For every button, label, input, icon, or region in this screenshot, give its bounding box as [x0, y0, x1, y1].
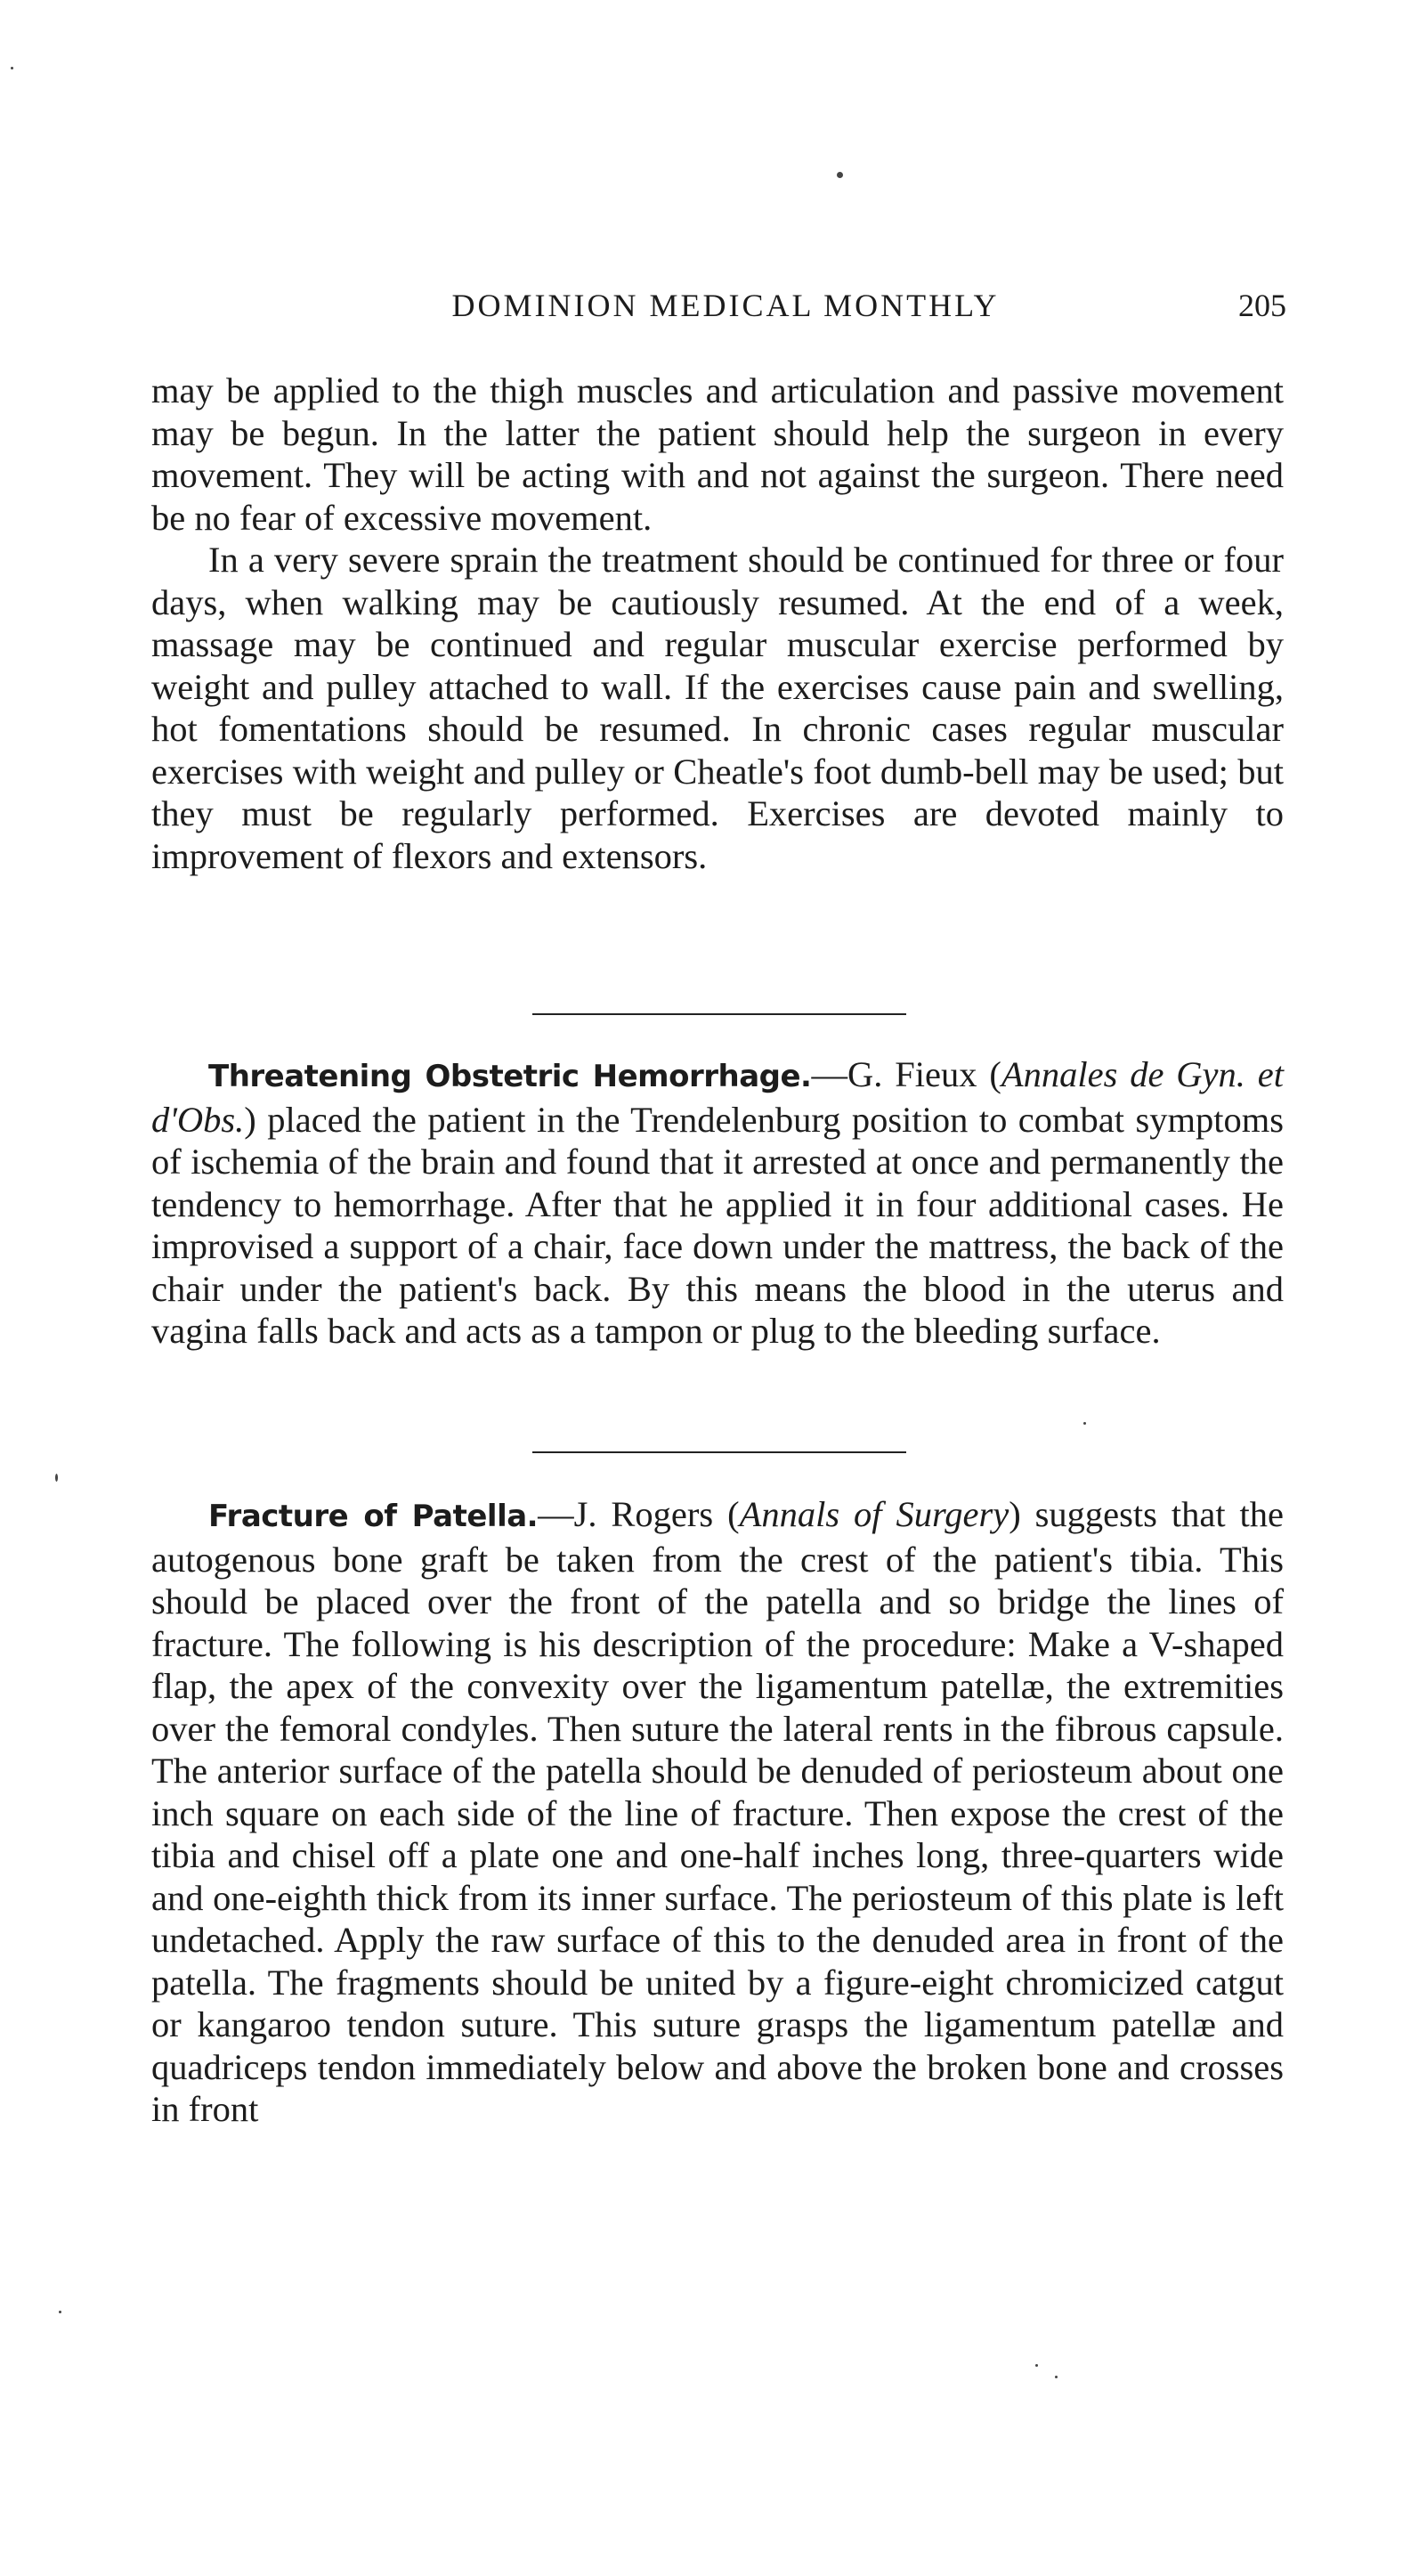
article-body: placed the patient in the Trendelenburg position to combat symptoms of ischemia of the brain and found that it arrested at once and permanently the tendency to hemorrhage. After that he applied it in four additional cases. He improvised a support of a chair, face down under the mattress, the back of the chair under the patient's back. By this means the blood in the uterus and vagina falls back and acts as a tampon or plug to the bleeding surface.: [151, 1099, 1284, 1351]
article-obstetric-hemorrhage: [151, 1053, 1284, 1353]
page-number: 205: [1238, 288, 1286, 323]
journal-citation: Annals of Surgery: [739, 1494, 1009, 1534]
citation-close-paren: ): [1009, 1494, 1021, 1534]
section-divider: [532, 1013, 906, 1015]
article-author: G. Fieux: [847, 1054, 990, 1094]
citation-open-paren: (: [989, 1054, 1001, 1094]
article-author: J. Rogers: [573, 1494, 728, 1534]
specks: [837, 172, 843, 178]
specks: [55, 1474, 58, 1482]
paragraph: In a very severe sprain the treatment should be continued for three or four days, when walking may be cautiously resumed. At the end of a week, massage may be continued and regular muscular exercise performed by weight and pulley attached to wall. If the exercises cause pain and swelling, hot fomentations should be resumed. In chronic cases regular muscular exercises with weight and pulley or Cheatle's foot dumb-bell may be used; but they must be regularly performed. Exercises are devoted mainly to improvement of flexors and extensors.: [151, 540, 1284, 876]
specks: [59, 2311, 61, 2313]
citation-open-paren: (: [727, 1494, 740, 1534]
article-paragraph: [151, 1493, 1284, 2131]
running-head: [165, 287, 1286, 331]
article-body: suggests that the autogenous bone graft be taken from the crest of the patient's tibia. This should be placed over the front of the patella and so bridge the lines of fracture. The following is his description of the procedure: Make a V-shaped flap, the apex of the convexity over the ligamentum patellæ, the extremities over the femoral condyles. Then suture the lateral rents in the fibrous capsule. The anterior surface of the patella should be denuded of periosteum about one inch square on each side of the line of fracture. Then expose the crest of the tibia and chisel off a plate one and one-half inches long, three-quarters wide and one-eighth thick from its inner surface. The periosteum of this plate is left undetached. Apply the raw surface of this to the denuded area in front of the patella. The fragments should be united by a figure-eight chromicized catgut or kangaroo tendon suture. This suture grasps the ligamentum patellæ and quadriceps tendon immediately below and above the broken bone and crosses in front: [151, 1494, 1284, 2129]
specks: [11, 67, 13, 69]
journal-citation: Annales de Gyn. et d'Obs.: [151, 1054, 1285, 1140]
article-title: Threatening Obstetric Hemorrhage.: [208, 1059, 812, 1094]
citation-close-paren: ): [244, 1099, 256, 1140]
title-dash: —: [538, 1494, 574, 1534]
section-divider: [532, 1451, 906, 1453]
article-fracture-of-patella: [151, 1493, 1284, 2131]
journal-title: DOMINION MEDICAL MONTHLY: [451, 288, 1000, 323]
article-paragraph: [151, 1053, 1284, 1353]
paragraph: may be applied to the thigh muscles and articulation and passive movement may be begun. In the latter the patient should help the surgeon in every movement. They will be acting with and not against the surgeon. There need be no fear of excessive movement.: [151, 370, 1284, 538]
specks: [1055, 2376, 1058, 2378]
title-dash: —: [811, 1054, 847, 1094]
specks: [1035, 2364, 1038, 2367]
article-title: Fracture of Patella.: [208, 1499, 539, 1534]
continuation-text: [151, 370, 1284, 877]
specks: [1083, 1422, 1086, 1425]
